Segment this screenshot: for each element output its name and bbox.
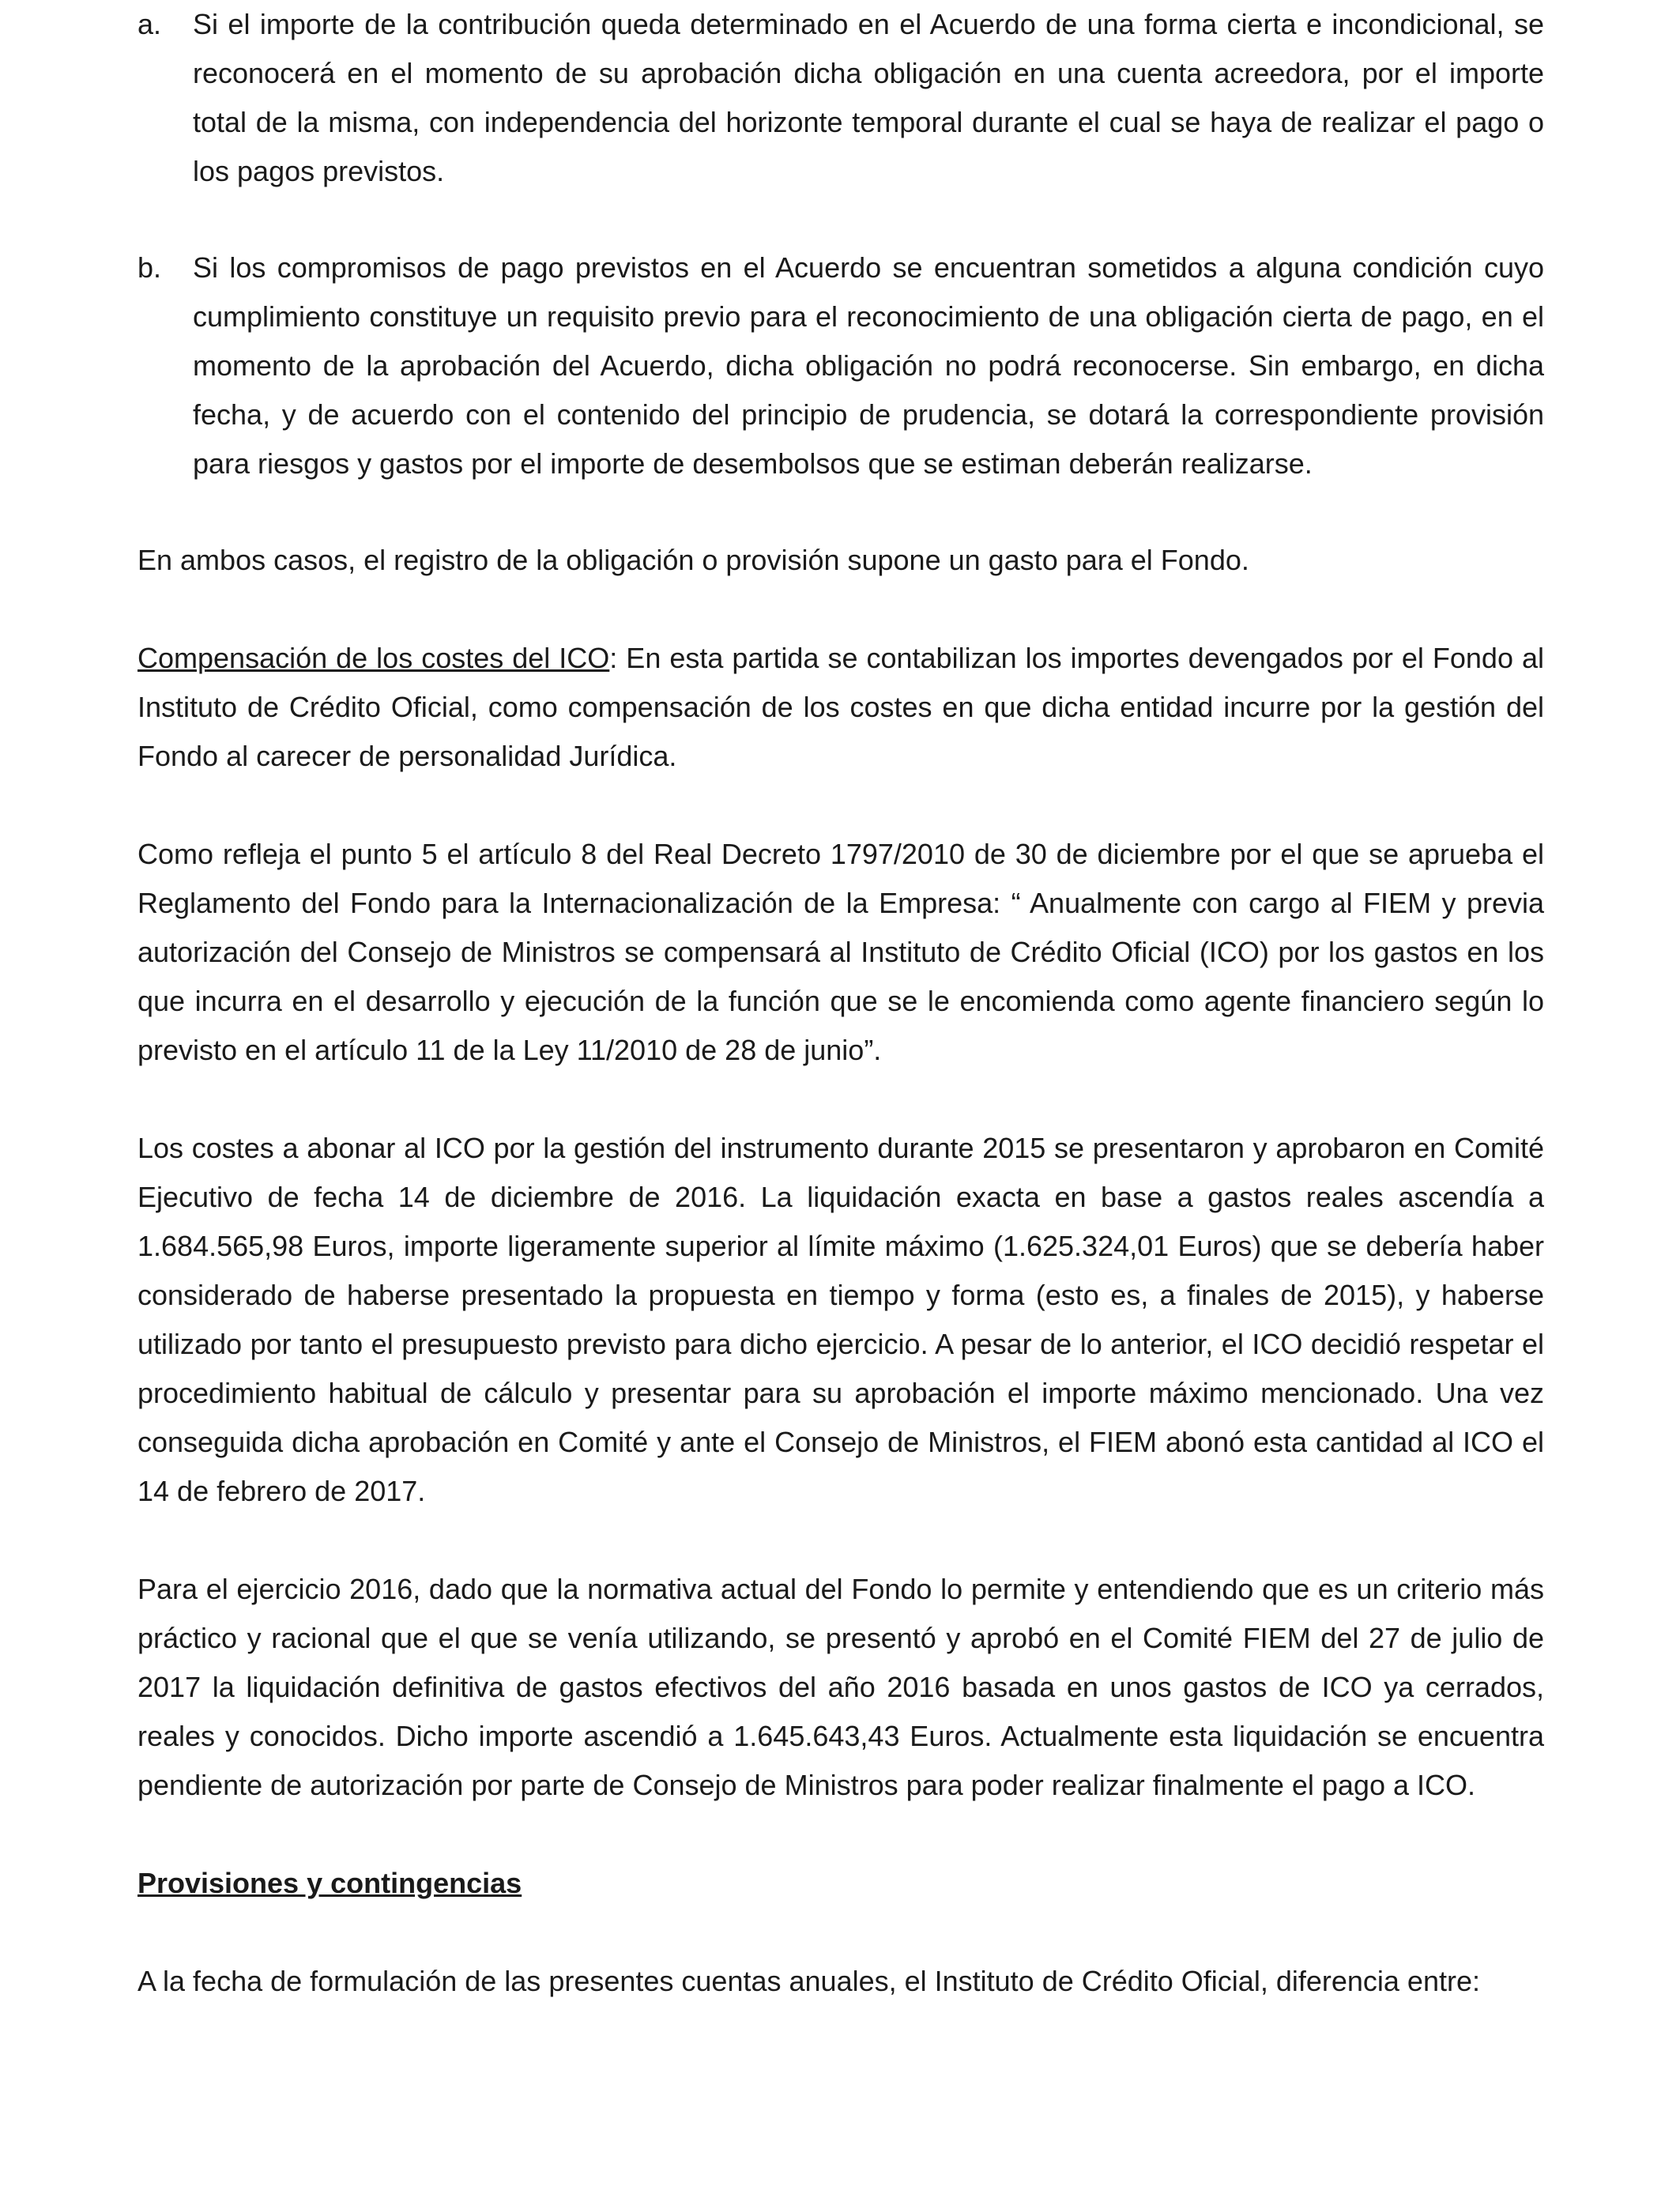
- compensacion-text: : En esta partida se contabilizan los importes devengados por el Fondo al Instituto de Crédito Oficial, como compensación de los costes en que dicha entidad incurre por la gestión del Fondo al carecer de personalidad Jurídica.: [137, 642, 1544, 772]
- document-page: [137, 0, 1544, 2006]
- paragraph-formulacion: A la fecha de formulación de las presentes cuentas anuales, el Instituto de Crédito Oficial, diferencia entre:: [137, 1965, 1480, 1997]
- list-marker-b: b.: [137, 251, 162, 284]
- list-item-b: [137, 243, 1544, 488]
- list-text-a: Si el importe de la contribución queda determinado en el Acuerdo de una forma cierta e incondicional, se reconocerá en el momento de su aprobación dicha obligación en una cuenta acreedora, por el importe total de la misma, con independencia del horizonte temporal durante el cual se haya de realizar el pago o los pagos previstos.: [193, 8, 1544, 187]
- paragraph-ejercicio-2016: Para el ejercicio 2016, dado que la normativa actual del Fondo lo permite y entendiendo que es un criterio más práctico y racional que el que se venía utilizando, se presentó y aprobó en el Comité FIEM del 27 de julio de 2017 la liquidación definitiva de gastos efectivos del año 2016 basada en unos gastos de ICO ya cerrados, reales y conocidos. Dicho importe ascendió a 1.645.643,43 Euros. Actualmente esta liquidación se encuentra pendiente de autorización por parte de Consejo de Ministros para poder realizar finalmente el pago a ICO.: [137, 1573, 1544, 1801]
- paragraph-costes-2015: Los costes a abonar al ICO por la gestión del instrumento durante 2015 se presentaron y aprobaron en Comité Ejecutivo de fecha 14 de diciembre de 2016. La liquidación exacta en base a gastos reales ascendía a 1.684.565,98 Euros, importe ligeramente superior al límite máximo (1.625.324,01 Euros) que se debería haber considerado de haberse presentado la propuesta en tiempo y forma (esto es, a finales de 2015), y haberse utilizado por tanto el presupuesto previsto para dicho ejercicio. A pesar de lo anterior, el ICO decidió respetar el procedimiento habitual de cálculo y presentar para su aprobación el importe máximo mencionado. Una vez conseguida dicha aprobación en Comité y ante el Consejo de Ministros, el FIEM abonó esta cantidad al ICO el 14 de febrero de 2017.: [137, 1132, 1544, 1507]
- section-heading-provisiones: Provisiones y contingencias: [137, 1867, 522, 1899]
- list-text-b: Si los compromisos de pago previstos en el Acuerdo se encuentran sometidos a alguna condición cuyo cumplimiento constituye un requisito previo para el reconocimiento de una obligación cierta de pago, en el momento de la aprobación del Acuerdo, dicha obligación no podrá reconocerse. Sin embargo, en dicha fecha, y de acuerdo con el contenido del principio de prudencia, se dotará la correspondiente provisión para riesgos y gastos por el importe de desembolsos que se estiman deberán realizarse.: [193, 251, 1544, 480]
- paragraph-real-decreto: Como refleja el punto 5 el artículo 8 del Real Decreto 1797/2010 de 30 de diciembre por el que se aprueba el Reglamento del Fondo para la Internacionalización de la Empresa: “ Anualmente con cargo al FIEM y previa autorización del Consejo de Ministros se compensará al Instituto de Crédito Oficial (ICO) por los gastos en los que incurra en el desarrollo y ejecución de la función que se le encomienda como agente financiero según lo previsto en el artículo 11 de la Ley 11/2010 de 28 de junio”.: [137, 838, 1544, 1066]
- paragraph-compensacion: [137, 634, 1544, 781]
- list-marker-a: a.: [137, 8, 162, 40]
- paragraph-ambos-casos: En ambos casos, el registro de la obligación o provisión supone un gasto para el Fondo.: [137, 544, 1249, 576]
- compensacion-label: Compensación de los costes del ICO: [137, 642, 610, 674]
- list-item-a: [137, 0, 1544, 196]
